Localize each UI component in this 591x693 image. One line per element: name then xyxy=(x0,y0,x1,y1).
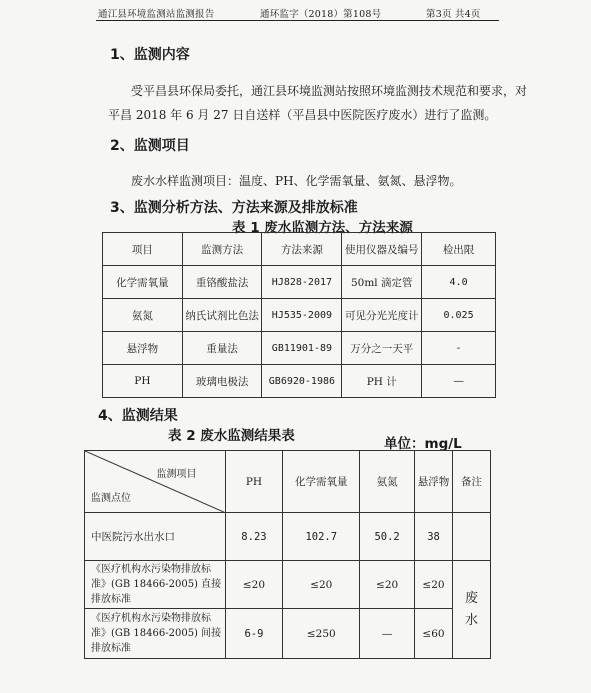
methods-table-header-row xyxy=(103,233,496,266)
diagonal-header-cell xyxy=(85,451,226,513)
table-cell: 玻璃电极法 xyxy=(182,365,262,398)
table-1-caption: 表 1 废水监测方法、方法来源 xyxy=(232,220,413,236)
table-header-cell: 使用仪器及编号 xyxy=(342,233,422,266)
table-header-cell: 备注 xyxy=(452,451,490,513)
table-2-caption: 表 2 废水监测结果表 xyxy=(168,428,295,444)
table-cell: 《医疗机构水污染物排放标准》(GB 18466-2005) 直接排放标准 xyxy=(85,561,226,609)
table-cell: 6-9 xyxy=(225,609,283,659)
remark-cell: 废水 xyxy=(452,561,490,659)
table-cell: 万分之一天平 xyxy=(342,332,422,365)
table-cell: HJ535-2009 xyxy=(262,299,342,332)
methods-table xyxy=(102,232,496,398)
diag-top-label: 监测项目 xyxy=(156,469,197,480)
remark-cell-empty xyxy=(452,513,490,561)
table-row xyxy=(85,561,491,609)
table-cell: 化学需氧量 xyxy=(103,266,183,299)
table-header-cell: 监测方法 xyxy=(182,233,262,266)
table-header-cell: PH xyxy=(225,451,283,513)
table-cell: 重量法 xyxy=(182,332,262,365)
table-row xyxy=(103,299,496,332)
table-cell: 悬浮物 xyxy=(103,332,183,365)
table-cell: GB6920-1986 xyxy=(262,365,342,398)
header-rule xyxy=(96,20,499,21)
results-table-header-row xyxy=(85,451,491,513)
table-cell: 0.025 xyxy=(422,299,496,332)
table-cell: PH xyxy=(103,365,183,398)
table-cell: GB11901-89 xyxy=(262,332,342,365)
table-cell: 38 xyxy=(415,513,453,561)
table-header-cell: 方法来源 xyxy=(262,233,342,266)
section-1-text-line2: 平昌 2018 年 6 月 27 日自送样（平昌县中医院医疗废水）进行了监测。 xyxy=(108,108,497,122)
table-cell: 8.23 xyxy=(225,513,283,561)
header-report-code: 通环监字（2018）第108号 xyxy=(260,9,382,20)
section-1-title: 1、监测内容 xyxy=(110,47,190,63)
table-cell: — xyxy=(422,365,496,398)
section-2-title: 2、监测项目 xyxy=(110,138,190,154)
section-1-text-line1: 受平昌县环保局委托，通江县环境监测站按照环境监测技术规范和要求，对 xyxy=(131,84,528,98)
table-row xyxy=(85,513,491,561)
table-cell: ≤20 xyxy=(283,561,360,609)
table-row xyxy=(103,365,496,398)
table-cell: 重铬酸盐法 xyxy=(182,266,262,299)
table-cell: ≤250 xyxy=(283,609,360,659)
table-cell: ≤60 xyxy=(415,609,453,659)
table-cell: 氨氮 xyxy=(103,299,183,332)
table-header-cell: 化学需氧量 xyxy=(283,451,360,513)
table-cell: 中医院污水出水口 xyxy=(85,513,226,561)
table-header-cell: 氨氮 xyxy=(360,451,415,513)
table-cell: ≤20 xyxy=(415,561,453,609)
table-cell: PH 计 xyxy=(342,365,422,398)
table-cell: HJ828-2017 xyxy=(262,266,342,299)
table-cell: 102.7 xyxy=(283,513,360,561)
table-cell: 《医疗机构水污染物排放标准》(GB 18466-2005) 间接排放标准 xyxy=(85,609,226,659)
table-cell: 可见分光光度计 xyxy=(342,299,422,332)
table-header-cell: 检出限 xyxy=(422,233,496,266)
table-row xyxy=(85,609,491,659)
table-cell: 4.0 xyxy=(422,266,496,299)
table-cell: ≤20 xyxy=(360,561,415,609)
table-header-cell: 悬浮物 xyxy=(415,451,453,513)
table-cell: — xyxy=(360,609,415,659)
unit-label: 单位：mg/L xyxy=(384,436,462,452)
diag-bottom-label: 监测点位 xyxy=(91,493,131,504)
table-header-cell: 项目 xyxy=(103,233,183,266)
table-cell: 纳氏试剂比色法 xyxy=(182,299,262,332)
header-org: 通江县环境监测站监测报告 xyxy=(98,9,215,20)
table-cell: 50ml 滴定管 xyxy=(342,266,422,299)
table-cell: ≤20 xyxy=(225,561,283,609)
section-3-title: 3、监测分析方法、方法来源及排放标准 xyxy=(110,200,358,216)
header-page-number: 第3页 共4页 xyxy=(426,9,481,20)
section-2-text: 废水水样监测项目：温度、PH、化学需氧量、氨氮、悬浮物。 xyxy=(131,174,462,188)
table-row xyxy=(103,332,496,365)
table-cell: - xyxy=(422,332,496,365)
table-row xyxy=(103,266,496,299)
results-table xyxy=(84,450,491,659)
table-cell: 50.2 xyxy=(360,513,415,561)
section-4-title: 4、监测结果 xyxy=(98,408,178,424)
